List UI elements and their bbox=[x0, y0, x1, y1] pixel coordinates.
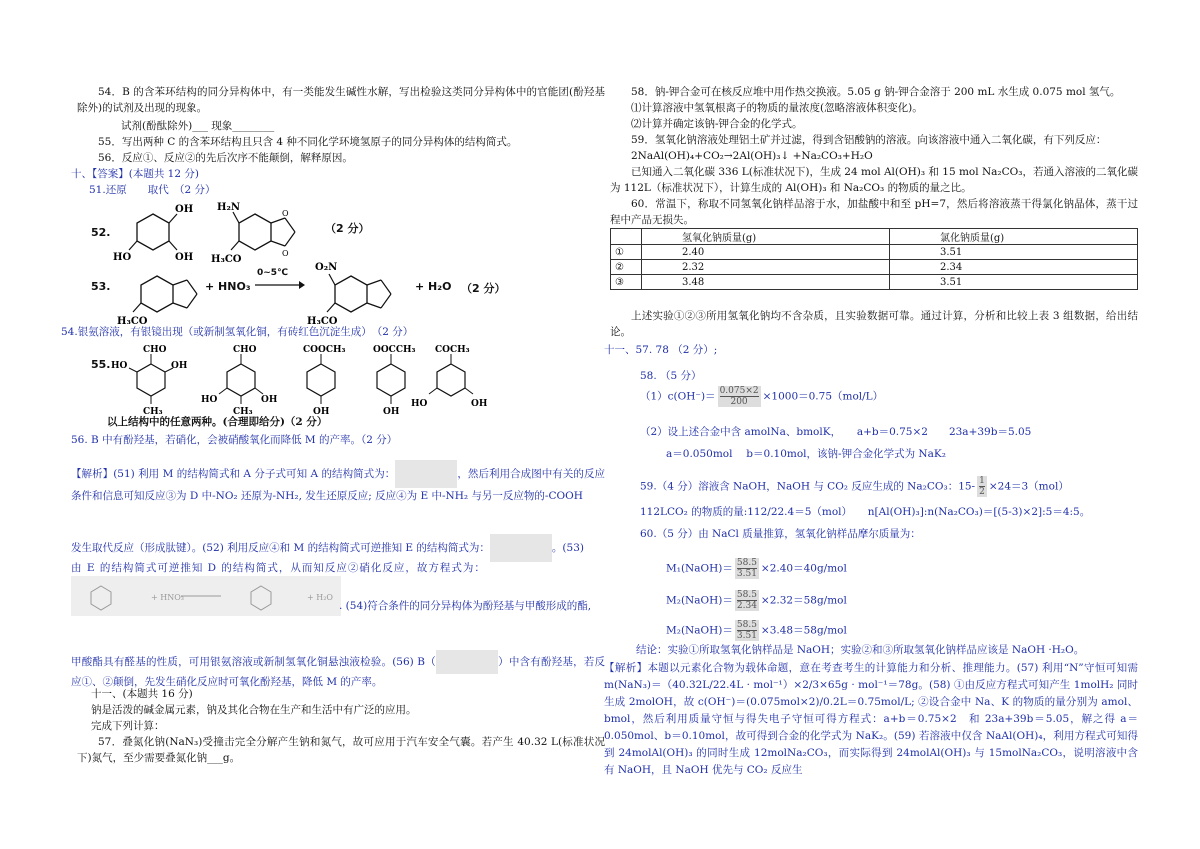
analysis-line-2: 发生取代反应（形成肽键）。(52) 利用反应④和 M 的结构简式可逆推知 E 的结构简式为： bbox=[71, 542, 490, 554]
chem-text: CH₃ bbox=[143, 407, 163, 417]
table-row bbox=[611, 260, 1138, 275]
table-cell: 3.51 bbox=[890, 275, 1138, 290]
question-59-equation: 2NaAl(OH)₄+CO₂→2Al(OH)₃↓ +Na₂CO₃+H₂O bbox=[631, 150, 873, 162]
answer-60-head: 60.（5 分）由 NaCl 质量推算，氢氧化钠样品摩尔质量为： bbox=[640, 528, 921, 540]
question-56: 56．反应①、反应②的先后次序不能颠倒，解释原因。 bbox=[98, 152, 353, 164]
answer-59-b: ×24＝3（mol） bbox=[988, 480, 1069, 493]
question-54-blank: 试剂(酚酞除外)___ 现象________ bbox=[121, 120, 275, 132]
table-row bbox=[611, 245, 1138, 260]
section-11-intro-2: 完成下列计算： bbox=[91, 720, 165, 732]
chem-text: OH bbox=[313, 407, 330, 417]
equation-thumbnail-image bbox=[71, 576, 341, 616]
answer-58-1-b: ×1000＝0.75（mol/L） bbox=[762, 390, 884, 403]
svg-text:O: O bbox=[282, 249, 289, 258]
analysis-line-5-block bbox=[71, 650, 605, 691]
table-cell: ② bbox=[611, 260, 642, 275]
table-cell: 2.40 bbox=[642, 245, 890, 260]
m3-label: M₂(NaOH)＝ bbox=[666, 624, 733, 637]
answer-53-plus-hno3: + HNO₃ bbox=[205, 280, 251, 293]
analysis-line-3: 由 E 的结构简式可逆推知 D 的结构简式，从而知反应②硝化反应，故方程式为： bbox=[71, 562, 486, 574]
answer-54: 54.银氨溶液，有银镜出现（或新制氢氧化铜，有砖红色沉淀生成） （2 分） bbox=[61, 326, 414, 338]
reactant-structure-image bbox=[117, 262, 217, 326]
fraction-numerator: 1 bbox=[979, 476, 985, 486]
chem-text: CHO bbox=[143, 345, 167, 355]
answer-header-10: 十、【答案】(本题共 12 分) bbox=[71, 168, 199, 180]
table-cell: 3.48 bbox=[642, 275, 890, 290]
answer-53-condition: 0~5℃ bbox=[257, 268, 288, 278]
answer-56: 56. B 中有酚羟基，若硝化，会被硝酸氧化而降低 M 的产率。（2 分） bbox=[71, 434, 398, 446]
chem-text: OH bbox=[171, 361, 188, 371]
answer-59-1 bbox=[640, 476, 1069, 497]
fraction-denominator: 2 bbox=[979, 487, 985, 497]
structure-e-image bbox=[211, 198, 321, 264]
isomer-structures-image bbox=[111, 342, 491, 418]
question-54: 54．B 的含苯环结构的同分异构体中，有一类能发生碱性水解，写出检验这类同分异构体中的官能团(酚羟基除外)的试剂及出现的现象。 bbox=[77, 86, 605, 114]
m1-value: ×2.40＝40g/mol bbox=[760, 562, 847, 575]
chem-text: H₃CO bbox=[307, 316, 338, 326]
chem-text: OH bbox=[383, 407, 400, 417]
analysis-line-1: 【解析】(51) 利用 M 的结构简式和 A 分子式可知 A 的结构简式为： bbox=[71, 468, 396, 480]
answer-55-label: 55. bbox=[91, 358, 111, 371]
fraction-numerator: 0.075×2 bbox=[719, 386, 759, 396]
answer-60-m1 bbox=[666, 558, 847, 579]
chem-text: OH bbox=[175, 204, 193, 215]
answer-60-m3 bbox=[666, 620, 847, 641]
m2-label: M₂(NaOH)＝ bbox=[666, 594, 733, 607]
answer-51: 51.还原 取代 （2 分） bbox=[89, 184, 216, 196]
chem-text: O₂N bbox=[315, 262, 338, 273]
answer-58-1-a: （1）c(OH⁻)＝ bbox=[640, 390, 716, 403]
table-header-cell: 氢氧化钠质量(g) bbox=[642, 229, 890, 245]
question-58-1: ⑴计算溶液中氢氧根离子的物质的量浓度(忽略溶液体积变化)。 bbox=[631, 102, 923, 114]
question-59-text: 已知通入二氧化碳 336 L(标准状况下)，生成 24 mol Al(OH)₃ 和 15 mol Na₂CO₃，若通入溶液的二氧化碳为 112L（标准状况下），计算生成的 Al(OH)₃ 和 Na₂CO₃ 的物质的量之比。 bbox=[610, 166, 1138, 194]
question-57: 57．叠氮化钠(NaN₃)受撞击完全分解产生钠和氮气，故可应用于汽车安全气囊。若产生 40.32 L(标准状况下)氮气，至少需要叠氮化钠___g。 bbox=[77, 736, 605, 764]
analysis-10 bbox=[71, 460, 605, 505]
structure-e-thumbnail bbox=[490, 534, 552, 562]
chem-text: HO bbox=[411, 399, 428, 409]
chem-text: H₂N bbox=[217, 202, 240, 213]
answer-53-label: 53. bbox=[91, 280, 111, 293]
svg-text:+ H₂O: + H₂O bbox=[307, 593, 333, 602]
analysis-line-2b: 。(53) bbox=[551, 542, 584, 554]
structure-b-thumbnail bbox=[436, 650, 498, 674]
svg-text:+ HNO₃: + HNO₃ bbox=[151, 593, 184, 602]
question-60-tail: 上述实验①②③所用氢氧化钠均不含杂质，且实验数据可靠。通过计算，分析和比较上表 3 组数据，给出结论。 bbox=[610, 310, 1138, 338]
answer-59-a: 59.（4 分）溶液含 NaOH，NaOH 与 CO₂ 反应生成的 Na₂CO₃：15- bbox=[640, 480, 976, 493]
chem-text: HO bbox=[113, 252, 132, 262]
chem-text: H₃CO bbox=[117, 316, 148, 326]
chem-text: COOCH₃ bbox=[303, 345, 346, 355]
table-cell: 2.34 bbox=[890, 260, 1138, 275]
fraction-numerator: 58.5 bbox=[736, 558, 757, 568]
table-cell: ③ bbox=[611, 275, 642, 290]
analysis-line-5: 甲酸酯具有醛基的性质，可用银氨溶液或新制氢氧化铜悬浊液检验。(56) B（ bbox=[71, 656, 436, 668]
chem-text: CH₃ bbox=[233, 407, 253, 417]
answer-53-plus-water: + H₂O bbox=[415, 280, 452, 293]
m3-value: ×3.48＝58g/mol bbox=[760, 624, 847, 637]
answer-52-label: 52. bbox=[91, 226, 111, 239]
analysis-line-5b: ）中含有酚羟基，若反应①、②颠倒，先发生硝化反应时可氧化酚羟基，降低 M 的产率。 bbox=[71, 656, 606, 688]
table-cell: 2.32 bbox=[642, 260, 890, 275]
answer-58-1 bbox=[640, 386, 883, 407]
section-11-header: 十一、(本题共 16 分) bbox=[91, 688, 193, 700]
table-cell: 3.51 bbox=[890, 245, 1138, 260]
fraction bbox=[977, 476, 987, 497]
answer-58-3: a＝0.050mol b＝0.10mol，该钠-钾合金化学式为 NaK₂ bbox=[666, 448, 946, 460]
question-59: 59．氢氧化钠溶液处理铝土矿并过滤，得到含铝酸钠的溶液。向该溶液中通入二氧化碳，有下列反应： bbox=[631, 134, 1107, 146]
m2-value: ×2.32＝58g/mol bbox=[760, 594, 847, 607]
structure-a-thumbnail bbox=[395, 460, 457, 488]
product-structure-image bbox=[307, 256, 417, 326]
answer-58-head: 58. （5 分） bbox=[640, 370, 702, 382]
table-header-cell bbox=[611, 229, 642, 245]
answer-57: 十一、57. 78 （2 分）; bbox=[604, 344, 718, 356]
section-11-intro-1: 钠是活泼的碱金属元素，钠及其化合物在生产和生活中有广泛的应用。 bbox=[91, 704, 417, 716]
table-row bbox=[611, 275, 1138, 290]
analysis-line-4b: . (54)符合条件的同分异构体为酚羟基与甲酸形成的酯, bbox=[339, 600, 592, 612]
chem-text: OH bbox=[175, 252, 193, 262]
chem-text: OH bbox=[471, 399, 488, 409]
chem-text: HO bbox=[201, 395, 218, 405]
fraction bbox=[735, 590, 759, 611]
fraction bbox=[718, 386, 761, 407]
question-58: 58．钠-钾合金可在核反应堆中用作热交换液。5.05 g 钠-钾合金溶于 200 mL 水生成 0.075 mol 氢气。 bbox=[631, 86, 1121, 98]
data-table bbox=[610, 228, 1138, 290]
analysis-line-1b: ，然后利用合成图中有关的反应条件和信息可知反应③为 D 中-NO₂ 还原为-NH₂, 发生还原反应; 反应④为 E 中-NH₂ 与另一反应物的-COOH bbox=[71, 468, 605, 502]
answer-60-m2 bbox=[666, 590, 847, 611]
fraction-denominator: 3.51 bbox=[736, 631, 757, 641]
chem-text: COCH₃ bbox=[435, 345, 470, 355]
fraction-numerator: 58.5 bbox=[736, 590, 757, 600]
fraction-numerator: 58.5 bbox=[736, 620, 757, 630]
answer-58-2: （2）设上述合金中含 amolNa、bmolK， a+b＝0.75×2 23a+39b＝5.05 bbox=[640, 426, 1032, 438]
m1-label: M₁(NaOH)＝ bbox=[666, 562, 733, 575]
answer-55-note: 以上结构中的任意两种。(合理即给分)（2 分） bbox=[107, 416, 328, 428]
chem-text: OH bbox=[261, 395, 278, 405]
fraction-denominator: 2.34 bbox=[736, 601, 757, 611]
chem-text: HO bbox=[111, 361, 128, 371]
conclusion: 结论：实验①所取氢氧化钠样品是 NaOH；实验②和③所取氢氧化钠样品应该是 NaOH ·H₂O。 bbox=[636, 644, 1085, 656]
answer-52-score: （2 分） bbox=[325, 222, 370, 235]
analysis-11: 【解析】本题以元素化合物为载体命题，意在考查考生的计算能力和分析、推理能力。(57) 利用“N”守恒可知需 m(NaN₃)＝（40.32L/22.4L · mol⁻¹）×2/3×65g · mol⁻¹＝78g。(58) ①由反应方程式可知产生 1molH₂ 同时生成 2molOH，故 c(OH⁻)＝(0.075mol×2)/0.2L＝0.75mol/L; ②设合金中 Na、K 的物质的量分别为 amol、bmol，然后利用质量守恒与得失电子守恒可得方程式：a+b＝0.75×2 和 23a+39b＝5.05，解之得 a＝0.050mol、b＝0.10mol，故可得到合金的化学式为 NaK₂。(59) 若溶液中仅含 NaAl(OH)₄，利用方程式可知得到 24molAl(OH)₃ 的同时生成 12molNa₂CO₃，而实际得到 24molAl(OH)₃ 与 15molNa₂CO₃，说明溶液中含有 NaOH，且 NaOH 优先与 CO₂ 反应生 bbox=[604, 662, 1138, 776]
question-55: 55．写出两种 C 的含苯环结构且只含 4 种不同化学环境氢原子的同分异构体的结构简式。 bbox=[98, 136, 518, 148]
svg-text:O: O bbox=[282, 209, 289, 218]
chem-text: H₃CO bbox=[211, 254, 242, 264]
analysis-line-2-block bbox=[71, 534, 605, 562]
question-60: 60．常温下，称取不同氢氧化钠样品溶于水，加盐酸中和至 pH=7，然后将溶液蒸干得氯化钠晶体，蒸干过程中产品无损失。 bbox=[610, 198, 1138, 226]
structure-a-image bbox=[113, 200, 193, 262]
chem-text: OOCCH₃ bbox=[373, 345, 416, 355]
fraction bbox=[735, 558, 759, 579]
table-header-row bbox=[611, 229, 1138, 245]
fraction-denominator: 3.51 bbox=[736, 569, 757, 579]
table-header-cell: 氯化钠质量(g) bbox=[890, 229, 1138, 245]
fraction-denominator: 200 bbox=[730, 397, 748, 407]
chem-text: CHO bbox=[233, 345, 257, 355]
reaction-arrow-icon bbox=[255, 280, 305, 290]
table-cell: ① bbox=[611, 245, 642, 260]
answer-59-c: 112LCO₂ 的物质的量:112/22.4＝5（mol） n[Al(OH)₃]:n(Na₂CO₃)＝[(5-3)×2]:5＝4:5。 bbox=[640, 506, 1091, 518]
answer-53-score: （2 分） bbox=[461, 282, 506, 295]
fraction bbox=[735, 620, 759, 641]
question-58-2: ⑵计算并确定该钠-钾合金的化学式。 bbox=[631, 118, 803, 130]
